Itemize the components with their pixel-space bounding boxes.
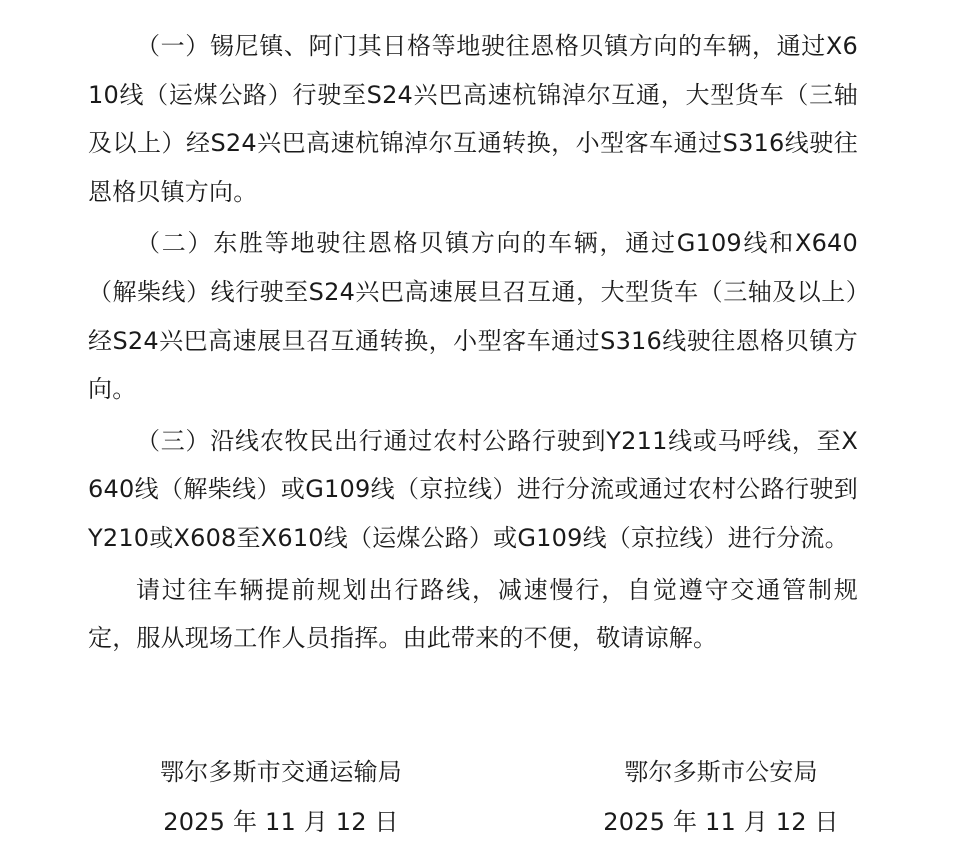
signature-org-name: 鄂尔多斯市交通运输局 <box>160 758 402 786</box>
signature-transport-bureau <box>136 748 426 846</box>
paragraph-route-two: （二）东胜等地驶往恩格贝镇方向的车辆，通过G109线和X640（解柴线）线行驶至S24兴巴高速展旦召互通，大型货车（三轴及以上）经S24兴巴高速展旦召互通转换，小型客车通过S316线驶往恩格贝镇方向。 <box>88 229 858 404</box>
paragraph-route-three: （三）沿线农牧民出行通过农村公路行驶到Y211线或马呼线，至X640线（解柴线）或G109线（京拉线）进行分流或通过农村公路行驶到Y210或X608至X610线（运煤公路）或G109线（京拉线）进行分流。 <box>88 426 858 552</box>
notice-body <box>88 22 858 665</box>
signature-public-security-bureau <box>586 748 856 846</box>
signature-date: 2025 年 11 月 12 日 <box>163 808 399 836</box>
paragraph-route-one: （一）锡尼镇、阿门其日格等地驶往恩格贝镇方向的车辆，通过X610线（运煤公路）行驶至S24兴巴高速杭锦淖尔互通，大型货车（三轴及以上）经S24兴巴高速杭锦淖尔互通转换，小型客车通过S316线驶往恩格贝镇方向。 <box>88 32 858 206</box>
signature-date: 2025 年 11 月 12 日 <box>603 808 839 836</box>
paragraph-closing-request: 请过往车辆提前规划出行路线，减速慢行，自觉遵守交通管制规定，服从现场工作人员指挥。由此带来的不便，敬请谅解。 <box>88 575 858 653</box>
signature-org-name: 鄂尔多斯市公安局 <box>624 758 818 786</box>
